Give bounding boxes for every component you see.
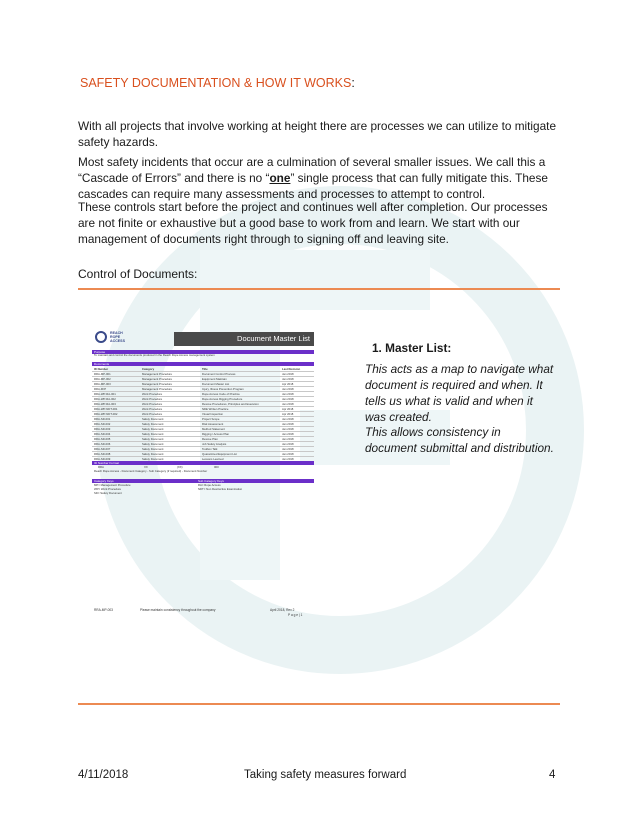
master-list-title: 1. Master List: [372,341,452,355]
table-row: RRA-SD-001 Safety Document Project Scope Jan 2018 [92,417,314,422]
subcategory-key: NDT= Non Destructive Examination [198,487,243,491]
company-logo-icon [95,331,107,343]
logo-text: REACH ROPE ACCESS [110,331,125,343]
table-row: RRA-MP-002 Management Procedure Equipment Maintain Jan 2018 [92,377,314,382]
table-row: RRA-FFP Management Procedure Injury, Illness Prevention Program Jan 2018 [92,387,314,392]
id-format-bar: ID Number Format [92,461,314,465]
preview-header [92,328,314,348]
master-list-consistency: This allows consistency in document submittal and distribution. [365,425,554,455]
purpose-text: To maintain and control the documents produced in the Reach Rope Access management system [94,353,215,357]
table-row: RRA-SD-003 Safety Document Method Statement Jan 2018 [92,427,314,432]
table-row: RRA-SD-009 Safety Document Lessons Learned Jan 2018 [92,457,314,462]
footer-date: 4/11/2018 [78,769,129,781]
id-format-desc: Reach Rope Access - Document Category - Sub Category (if required) - Document Number [94,469,208,473]
subcategory-key: RA= Rope Access [198,483,221,487]
table-header-row: ID Number Category Title Last Revision [92,367,314,372]
table-row: RRA-SD-008 Safety Document Quarantined Equipment List Jan 2018 [92,452,314,457]
emphasis-one: one [269,171,291,185]
table-row: RRA-SD-006 Safety Document Job Safety Analysis Jan 2018 [92,442,314,447]
subcategory-keys-bar: Sub Category Keys [196,479,314,483]
table-row: RRA-WP-RA-001 Work Procedure Rope Access Code of Practice Jan 2018 [92,392,314,397]
section-heading: SAFETY DOCUMENTATION & HOW IT WORKS: [80,76,355,90]
preview-footer-date: April 2018, Rev 2 [270,608,295,612]
id-code-4: 000 [214,465,219,469]
table-row: RRA-MP-003 Management Procedure Document Master List Apr 2018 [92,382,314,387]
purpose-bar: Purpose [92,350,314,354]
document-table [92,367,314,462]
category-keys-bar: Category Keys [92,479,196,483]
category-key: MP= Management Procedure [94,483,131,487]
id-code-1: RRA [98,465,104,469]
table-row: RRA-WP-NDT-001 Work Procedure NDE Written Practice Apr 2018 [92,407,314,412]
footer-page-number: 4 [549,769,556,781]
id-code-3: (XX) [177,465,183,469]
preview-page-number: P a g e | 1 [288,613,303,617]
table-row: RRA-SD-004 Safety Document Rigging / Access Plan Jan 2018 [92,432,314,437]
table-row: RRA-SD-005 Safety Document Rescue Plan Jan 2018 [92,437,314,442]
document-master-list-preview [92,328,314,628]
intro-paragraph: With all projects that involve working at height there are processes we can utilize to mitigate safety hazards. [78,119,557,149]
control-of-documents-title: Control of Documents: [78,267,198,281]
master-list-desc: This acts as a map to navigate what document is required and when. It tells us what is valid and when it was created. [365,362,554,424]
table-row: RRA-SD-002 Safety Document Risk Assessment Jan 2018 [92,422,314,427]
controls-paragraph: These controls start before the project and continues well after completion. Our processes are not finite or exhaustive but a good base to work from and learn. We start with our management of documents right through to signing off and leaving site. [78,200,548,246]
table-row: RRA-MP-001 Management Procedure Document Control Process Jan 2018 [92,372,314,377]
preview-title: Document Master List [174,332,314,346]
preview-footer-note: Please maintain consistency throughout the company [140,608,216,612]
table-row: RRA-SD-007 Safety Document Toolbox Talk Jan 2018 [92,447,314,452]
table-row: RRA-WP-NDT-002 Work Procedure Visual Inspection Apr 2018 [92,412,314,417]
footer-tagline: Taking safety measures forward [244,769,407,781]
preview-footer-id: RRA-MP-003 [94,608,113,612]
divider-bottom [78,703,560,705]
cascade-paragraph: Most safety incidents that occur are a culmination of several smaller issues. We call this a “Cascade of Errors” and there is no “one” single process that can fully mitigate this. These cascades can require many assessments and processes to attempt to control. [78,155,548,201]
table-row: RRA-WP-RA-003 Work Procedure Rescue Procedures, Principles and Execution Jan 2018 [92,402,314,407]
divider-top [78,288,560,290]
id-code-2: XX [144,465,148,469]
table-row: RRA-WP-RA-002 Work Procedure Rope Access Rigging Procedure Jan 2018 [92,397,314,402]
documents-bar: Documents [92,362,314,366]
category-key: SD= Safety Document [94,491,122,495]
category-key: WP= Work Procedure [94,487,122,491]
